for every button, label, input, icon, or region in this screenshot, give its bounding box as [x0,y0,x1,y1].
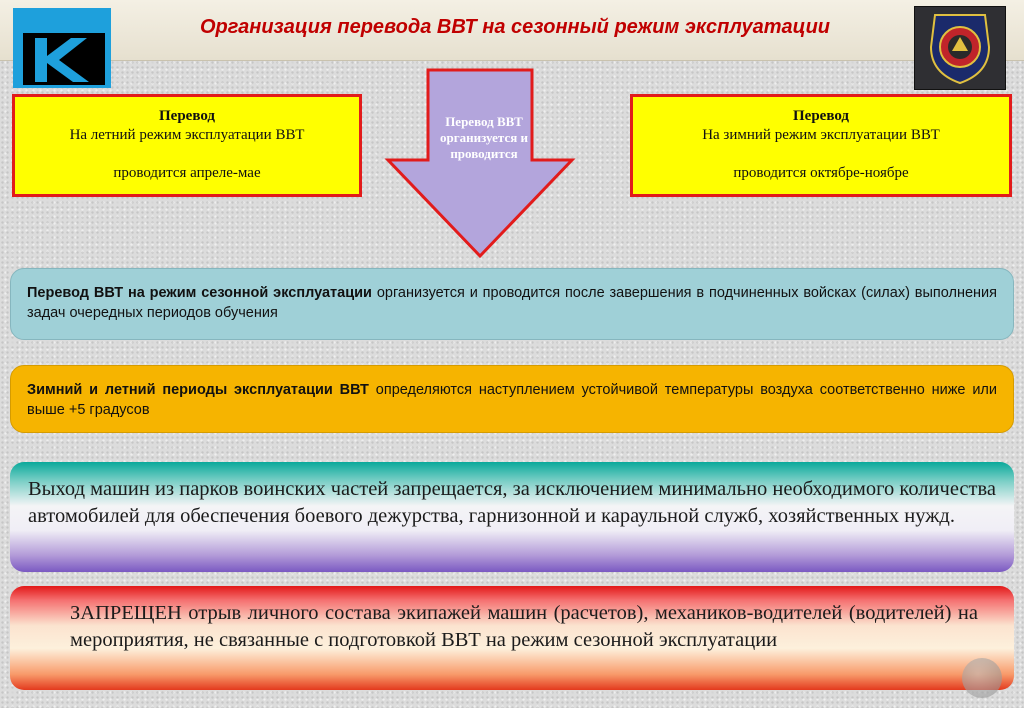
band1-lead: Перевод ВВТ на режим сезонной эксплуатации [27,285,372,301]
page-title: Организация перевода ВВТ на сезонный режим эксплуатации [199,16,831,38]
summer-box-title: Перевод [159,108,215,124]
info-band-orange [10,365,1014,433]
winter-box-line1: На зимний режим эксплуатации ВВТ [702,127,940,143]
summer-transfer-box [12,94,362,197]
band2-lead: Зимний и летний периоды эксплуатации ВВТ [27,382,369,398]
band1-text: организуется и проводится после завершения в подчиненных войсках (силах) выполнения задач очередных периодов обучения [27,285,997,321]
k-logo [13,8,111,88]
band2-text: определяются наступлением устойчивой температуры воздуха соответственно ниже или выше +5 градусов [27,382,997,418]
nav-circle-icon[interactable] [962,658,1002,698]
arrow-label: Перевод ВВТ организуется и проводится [439,114,529,161]
warning-band-red [10,586,1014,690]
down-arrow-shape [384,68,576,260]
band4-text: ЗАПРЕЩЕН отрыв личного состава экипажей машин (расчетов), механиков-водителей (водителей) на мероприятия, не связанные с подготовкой ВВТ на режим сезонной эксплуатации [70,602,978,651]
summer-box-line1: На летний режим эксплуатации ВВТ [69,127,305,143]
winter-box-title: Перевод [793,108,849,124]
info-band-teal [10,268,1014,340]
emblem-logo [914,6,1006,90]
info-band-gradient-purple [10,462,1014,572]
band3-text: Выход машин из парков воинских частей запрещается, за исключением минимально необходимого количества автомобилей для обеспечения боевого дежурства, гарнизонной и караульной служб, хозяйственных нужд. [28,478,996,527]
winter-transfer-box [630,94,1012,197]
summer-box-line2: проводится апреле-мае [113,165,261,181]
winter-box-line2: проводится октябре-ноябре [733,165,909,181]
